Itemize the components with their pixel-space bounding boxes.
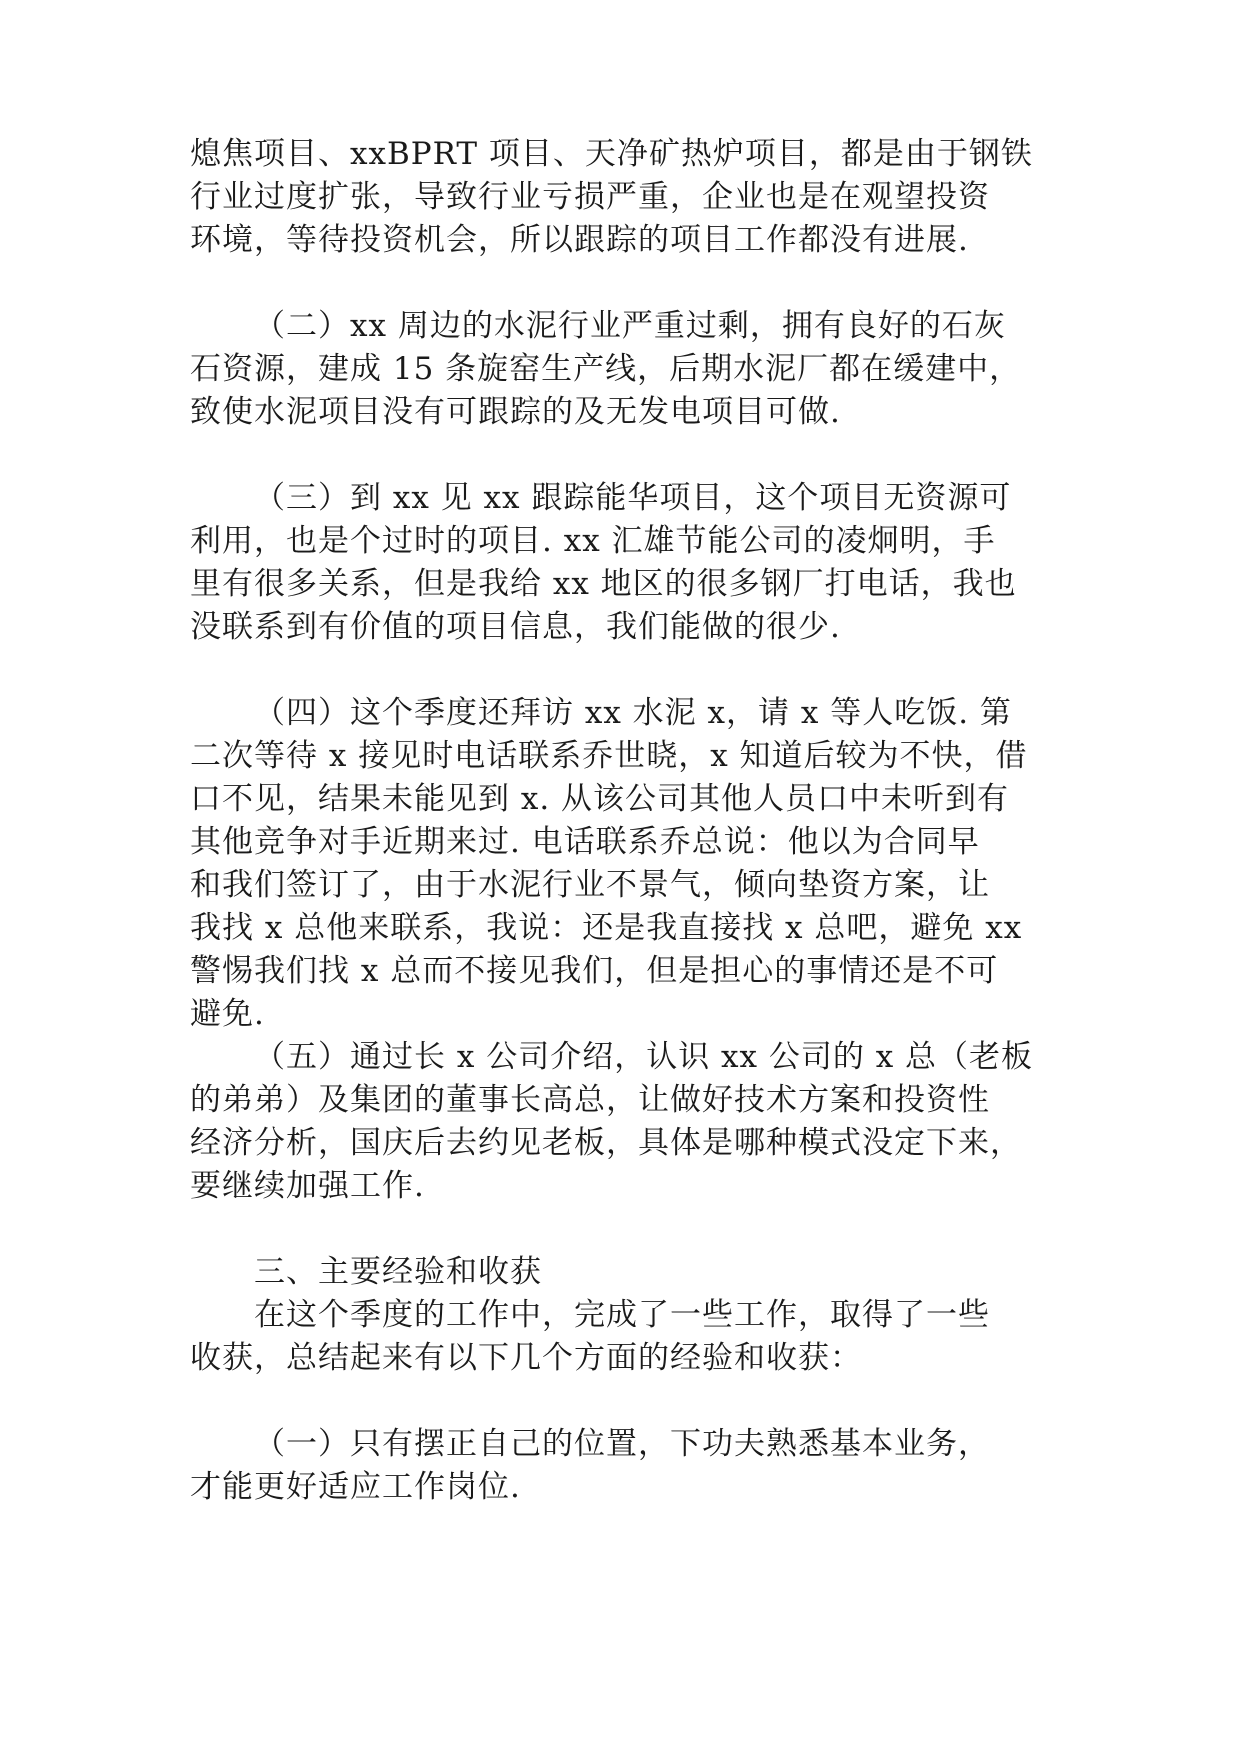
text-line: 利用，也是个过时的项目. xx 汇雄节能公司的凌炯明，手 [190,523,996,559]
text-line: 避免. [190,996,265,1032]
text-line: 致使水泥项目没有可跟踪的及无发电项目可做. [190,394,841,430]
text-line: 二次等待 x 接见时电话联系乔世晓，x 知道后较为不快，借 [190,738,1028,774]
text-line: （二）xx 周边的水泥行业严重过剩，拥有良好的石灰 [254,308,1006,344]
text-line: 熄焦项目、xxBPRT 项目、天净矿热炉项目，都是由于钢铁 [190,136,1033,172]
paragraph-1 [190,133,1060,262]
section-heading: 三、主要经验和收获 [254,1254,542,1290]
text-line: 其他竞争对手近期来过. 电话联系乔总说：他以为合同早 [190,824,980,860]
paragraph-5 [190,1036,1060,1208]
text-line: 的弟弟）及集团的董事长高总，让做好技术方案和投资性 [190,1082,990,1118]
text-line: 环境，等待投资机会，所以跟踪的项目工作都没有进展. [190,222,969,258]
text-line: 我找 x 总他来联系，我说：还是我直接找 x 总吧，避免 xx [190,910,1023,946]
text-line: 在这个季度的工作中，完成了一些工作，取得了一些 [254,1297,990,1333]
text-line: （三）到 xx 见 xx 跟踪能华项目，这个项目无资源可 [254,480,1012,516]
text-line: 经济分析，国庆后去约见老板，具体是哪种模式没定下来， [190,1125,1022,1161]
text-line: 收获，总结起来有以下几个方面的经验和收获： [190,1340,862,1376]
text-line: 没联系到有价值的项目信息，我们能做的很少. [190,609,841,645]
text-line: （一）只有摆正自己的位置，下功夫熟悉基本业务， [254,1426,990,1462]
paragraph-4 [190,692,1060,1036]
text-line: （四）这个季度还拜访 xx 水泥 x，请 x 等人吃饭. 第 [254,695,1012,731]
paragraph-3 [190,477,1060,649]
section-heading-block [190,1251,1060,1380]
text-line: 和我们签订了，由于水泥行业不景气，倾向垫资方案，让 [190,867,990,903]
text-line: 口不见，结果未能见到 x. 从该公司其他人员口中未听到有 [190,781,1010,817]
text-line: 警惕我们找 x 总而不接见我们，但是担心的事情还是不可 [190,953,999,989]
text-line: 里有很多关系，但是我给 xx 地区的很多钢厂打电话，我也 [190,566,1017,602]
paragraph-2 [190,305,1060,434]
text-line: 才能更好适应工作岗位. [190,1469,521,1505]
text-line: （五）通过长 x 公司介绍，认识 xx 公司的 x 总（老板 [254,1039,1034,1075]
paragraph-6 [190,1423,1060,1509]
text-line: 石资源，建成 15 条旋窑生产线，后期水泥厂都在缓建中， [190,351,1022,387]
text-line: 行业过度扩张，导致行业亏损严重，企业也是在观望投资 [190,179,990,215]
text-line: 要继续加强工作. [190,1168,425,1204]
